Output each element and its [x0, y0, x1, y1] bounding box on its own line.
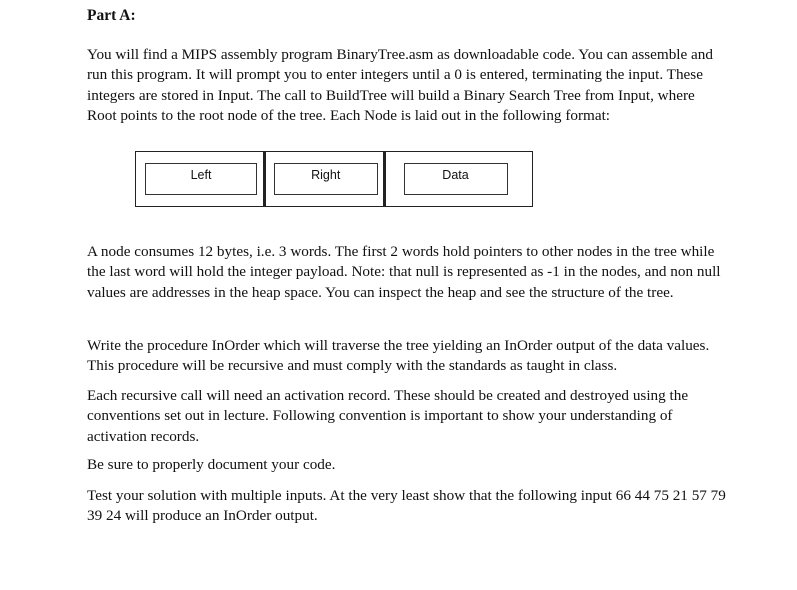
activation-paragraph: Each recursive call will need an activation record. These should be created and destroyed using the conventions set out in lecture. Following convention is important to show your understanding of activation records. — [87, 387, 689, 445]
test-paragraph: Test your solution with multiple inputs. At the very least show that the following input 66 44 75 21 57 79 39 24 will produce an InOrder output. — [87, 487, 726, 525]
document-paragraph: Be sure to properly document your code. — [87, 456, 336, 473]
section-heading: Part A: — [87, 7, 136, 24]
field-data: Data — [404, 163, 508, 195]
node-size-paragraph: A node consumes 12 bytes, i.e. 3 words. The first 2 words hold pointers to other nodes in the tree while the last word will hold the integer payload. Note: that null is represented as -1 in the nodes, and non null values are addresses in the heap space. You can inspect the heap and see the structure of the tree. — [87, 243, 721, 301]
field-left: Left — [145, 163, 257, 195]
node-cell-data — [385, 151, 534, 207]
node-cell-right — [265, 151, 385, 207]
node-cell-left — [135, 151, 265, 207]
inorder-paragraph: Write the procedure InOrder which will traverse the tree yielding an InOrder output of the data values. This procedure will be recursive and must comply with the standards as taught in class. — [87, 337, 710, 375]
document-page — [87, 6, 727, 126]
node-layout-diagram — [135, 151, 533, 207]
intro-paragraph: You will find a MIPS assembly program BinaryTree.asm as downloadable code. You can assemble and run this program. It will prompt you to enter integers until a 0 is entered, terminating the input. These integers are stored in Input. The call to BuildTree will build a Binary Search Tree from Input, where Root points to the root node of the tree. Each Node is laid out in the following format: — [87, 46, 713, 124]
field-right: Right — [274, 163, 378, 195]
